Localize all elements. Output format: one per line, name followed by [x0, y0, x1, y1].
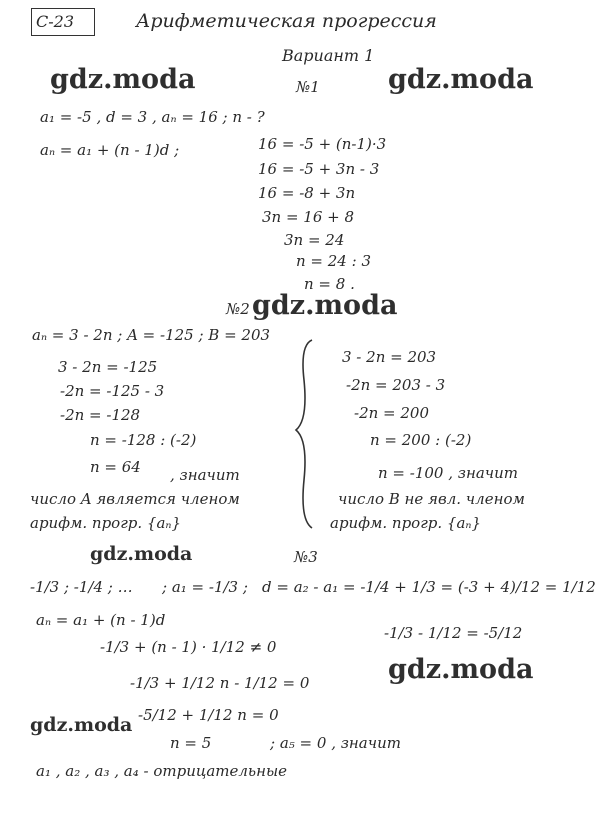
- task3-number: №3: [294, 548, 318, 566]
- task2-right-step: -2n = 200: [354, 404, 430, 422]
- curly-brace-icon: [296, 340, 312, 528]
- task2-right-step: число B не явл. членом: [338, 490, 525, 508]
- task1-step: 16 = -8 + 3n: [258, 184, 356, 202]
- task2-left-step: -2n = -125 - 3: [60, 382, 165, 400]
- task2-left-step: число A является членом: [30, 490, 240, 508]
- task2-left-step: -2n = -128: [60, 406, 141, 424]
- watermark: gdz.moda: [388, 64, 534, 95]
- task2-right-step: n = -100 , значит: [378, 464, 518, 482]
- task1-formula: aₙ = a₁ + (n - 1)d ;: [40, 141, 180, 159]
- task2-right-step: -2n = 203 - 3: [346, 376, 446, 394]
- task3-d-extra: -1/3 - 1/12 = -5/12: [384, 624, 523, 642]
- watermark: gdz.moda: [90, 543, 193, 565]
- watermark: gdz.moda: [388, 654, 534, 685]
- task3-step: -1/3 + (n - 1) · 1/12 ≠ 0: [100, 638, 277, 656]
- task2-right-step: n = 200 : (-2): [370, 431, 472, 449]
- task3-a5: ; a₅ = 0 , значит: [270, 734, 401, 752]
- task2-right-step: 3 - 2n = 203: [342, 348, 437, 366]
- watermark: gdz.moda: [30, 714, 133, 736]
- task2-number: №2: [226, 300, 250, 318]
- task3-step: n = 5: [170, 734, 212, 752]
- task2-left-step: 3 - 2n = -125: [58, 358, 158, 376]
- task2-right-step: арифм. прогр. {aₙ}: [330, 514, 482, 532]
- task1-step: 3n = 24: [284, 231, 345, 249]
- task2-left-step: n = 64: [90, 458, 141, 476]
- task1-step: 3n = 16 + 8: [262, 208, 355, 226]
- task2-given: aₙ = 3 - 2n ; A = -125 ; B = 203: [32, 326, 271, 344]
- task3-d-line: d = a₂ - a₁ = -1/4 + 1/3 = (-3 + 4)/12 = 1/12: [262, 578, 596, 596]
- task-code: С-23: [36, 12, 75, 31]
- task3-formula: aₙ = a₁ + (n - 1)d: [36, 611, 166, 629]
- watermark: gdz.moda: [252, 290, 398, 321]
- task3-step: -5/12 + 1/12 n = 0: [138, 706, 279, 724]
- task1-step: 16 = -5 + (n-1)·3: [258, 135, 387, 153]
- task3-conclusion: a₁ , a₂ , a₃ , a₄ - отрицательные: [36, 762, 288, 780]
- task2-left-step: , значит: [170, 466, 240, 484]
- task1-given: a₁ = -5 , d = 3 , aₙ = 16 ; n - ?: [40, 108, 265, 126]
- task3-sequence: -1/3 ; -1/4 ; …: [30, 578, 133, 596]
- variant-title: Вариант 1: [282, 46, 375, 65]
- task3-given: ; a₁ = -1/3 ;: [162, 578, 248, 596]
- topic-title: Арифметическая прогрессия: [136, 10, 437, 32]
- task1-step: 16 = -5 + 3n - 3: [258, 160, 380, 178]
- task1-step: n = 24 : 3: [296, 252, 371, 270]
- task1-step: n = 8 .: [304, 275, 355, 293]
- task3-step: -1/3 + 1/12 n - 1/12 = 0: [130, 674, 310, 692]
- watermark: gdz.moda: [50, 64, 196, 95]
- task2-left-step: арифм. прогр. {aₙ}: [30, 514, 182, 532]
- task1-number: №1: [296, 78, 320, 96]
- task2-left-step: n = -128 : (-2): [90, 431, 197, 449]
